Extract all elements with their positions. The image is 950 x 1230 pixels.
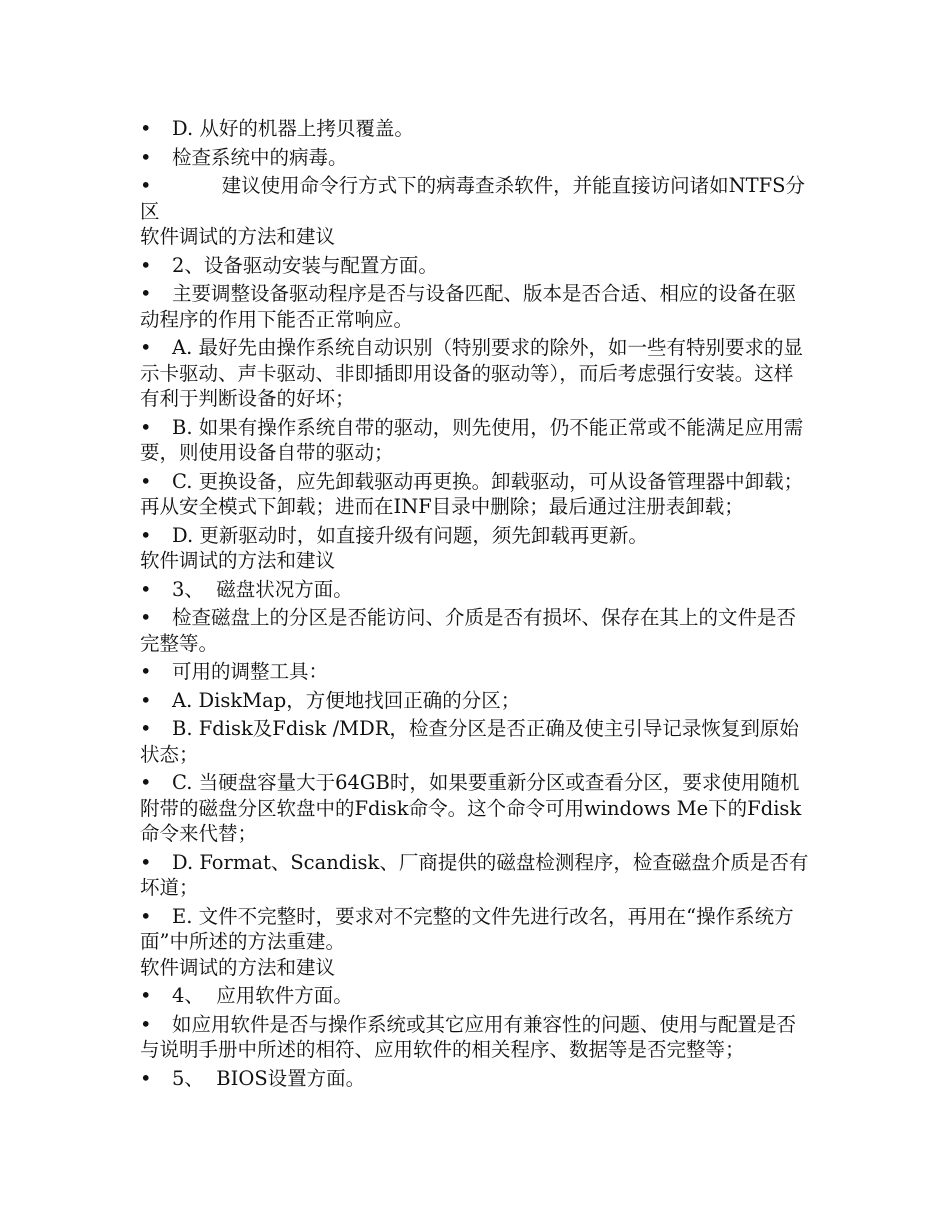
- list-item-text: B. Fdisk及Fdisk /MDR，检查分区是否正确及使主引导记录恢复到原始状态；: [140, 717, 799, 766]
- list-item: [140, 116, 812, 142]
- bullet-glyph: •: [140, 771, 152, 794]
- list-item: [140, 688, 812, 714]
- bullet-glyph: •: [140, 415, 152, 439]
- list-item: [140, 1012, 812, 1063]
- list-item: [140, 770, 812, 847]
- list-item: [140, 253, 812, 279]
- list-item-text: D. 更新驱动时，如直接升级有问题，须先卸载再更新。: [172, 523, 648, 547]
- list-item-text: 4、 应用软件方面。: [172, 984, 353, 1007]
- list-item-text: 检查磁盘上的分区是否能访问、介质是否有损坏、保存在其上的文件是否完整等。: [140, 606, 797, 655]
- list-item-text: C. 更换设备，应先卸载驱动再更换。卸载驱动，可从设备管理器中卸载；再从安全模式下卸载；进而在INF目录中删除；最后通过注册表卸载；: [140, 469, 804, 518]
- bullet-glyph: •: [140, 145, 152, 169]
- list-item: [140, 577, 812, 603]
- list-item: [140, 659, 812, 685]
- bullet-glyph: •: [140, 1066, 152, 1090]
- list-item: [140, 983, 812, 1009]
- bullet-glyph: •: [140, 850, 152, 874]
- bullet-glyph: •: [140, 717, 152, 740]
- list-item-text: 建议使用命令行方式下的病毒查杀软件，并能直接访问诸如NTFS分区: [140, 174, 806, 223]
- list-item-text: B. 如果有操作系统自带的驱动，则先使用，仍不能正常或不能满足应用需要，则使用设备自带的驱动；: [140, 415, 804, 464]
- bullet-glyph: •: [140, 336, 152, 359]
- document-body: [140, 113, 812, 1091]
- list-item-text: 可用的调整工具：: [172, 660, 329, 683]
- list-item-text: 如应用软件是否与操作系统或其它应用有兼容性的问题、使用与配置是否与说明手册中所述的相符、应用软件的相关程序、数据等是否完整等；: [140, 1012, 797, 1061]
- list-item-text: D. Format、Scandisk、厂商提供的磁盘检测程序，检查磁盘介质是否有坏道；: [140, 850, 809, 899]
- list-item: [140, 904, 812, 955]
- bullet-glyph: •: [140, 1012, 152, 1036]
- bullet-glyph: •: [140, 606, 152, 629]
- bullet-glyph: •: [140, 523, 152, 547]
- list-item-text: E. 文件不完整时，要求对不完整的文件先进行改名，再用在“操作系统方面”中所述的方法重建。: [140, 904, 794, 953]
- list-item-text: 检查系统中的病毒。: [172, 145, 348, 169]
- bullet-glyph: •: [140, 904, 152, 928]
- bullet-glyph: •: [140, 174, 152, 197]
- list-item-text: A. DiskMap，方便地找回正确的分区；: [172, 688, 521, 712]
- bullet-glyph: •: [140, 984, 152, 1007]
- section-heading: 软件调试的方法和建议: [140, 955, 336, 979]
- list-item: [140, 145, 812, 171]
- bullet-glyph: •: [140, 469, 152, 493]
- bullet-glyph: •: [140, 253, 152, 277]
- list-item: [140, 716, 812, 767]
- bullet-glyph: •: [140, 660, 152, 683]
- bullet-glyph: •: [140, 117, 152, 140]
- list-item-text: C. 当硬盘容量大于64GB时，如果要重新分区或查看分区，要求使用随机附带的磁盘分区软盘中的Fdisk命令。这个命令可用windows Me下的Fdisk命令来代替；: [140, 771, 802, 845]
- list-item: [140, 469, 812, 520]
- section-heading: 软件调试的方法和建议: [140, 225, 336, 248]
- list-item: [140, 850, 812, 901]
- list-item: [140, 173, 812, 224]
- list-item-text: A. 最好先由操作系统自动识别（特别要求的除外，如一些有特别要求的显示卡驱动、声卡驱动、非即插即用设备的驱动等），而后考虑强行安装。这样有利于判断设备的好坏；: [140, 336, 803, 410]
- list-item: [140, 281, 812, 332]
- list-item: [140, 1066, 812, 1092]
- bullet-glyph: •: [140, 688, 152, 712]
- list-item: [140, 605, 812, 656]
- list-item: [140, 523, 812, 549]
- list-item-text: 2、设备驱动安装与配置方面。: [172, 253, 438, 277]
- bullet-glyph: •: [140, 282, 152, 305]
- list-item-text: 5、 BIOS设置方面。: [172, 1066, 366, 1090]
- bullet-glyph: •: [140, 577, 152, 601]
- list-item: [140, 335, 812, 412]
- list-item-text: D. 从好的机器上拷贝覆盖。: [172, 117, 414, 140]
- list-item: [140, 415, 812, 466]
- section-heading: 软件调试的方法和建议: [140, 549, 336, 572]
- list-item-text: 主要调整设备驱动程序是否与设备匹配、版本是否合适、相应的设备在驱动程序的作用下能否正常响应。: [140, 282, 797, 331]
- list-item-text: 3、 磁盘状况方面。: [172, 577, 353, 601]
